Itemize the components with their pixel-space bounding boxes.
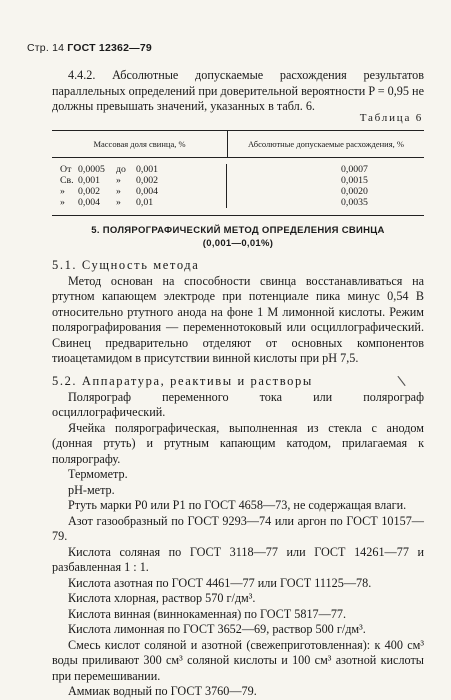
table-header: [52, 131, 424, 158]
list-item: Полярограф переменного тока или полярограф осциллографический.: [52, 389, 424, 419]
range-to: 0,004: [136, 186, 159, 197]
list-item: Смесь кислот соляной и азотной (свежеприготовленная): к 400 см³ воды приливают 300 см³ соляной кислоты и 100 см³ азотной кислоты при перемешивании.: [52, 637, 424, 683]
table-6-caption: Таблица 6: [359, 112, 423, 124]
clause-4-4-2: 4.4.2. Абсолютные допускаемые расхождения результатов параллельных определений при доверительной вероятности P = 0,95 не должны превышать значений, указанных в табл. 6.: [52, 68, 424, 113]
section-5-title: [52, 224, 424, 250]
table-row: [60, 175, 226, 186]
table-body: [52, 158, 424, 208]
list-item: Кислота винная (виннокаменная) по ГОСТ 5817—77.: [68, 606, 347, 621]
clause-5-2: [52, 374, 424, 700]
list-item: Кислота соляная по ГОСТ 3118—77 или ГОСТ 14261—77 и разбавленная 1 : 1.: [52, 544, 424, 574]
range-prefix: Св.: [60, 175, 74, 186]
range-joiner: »: [116, 175, 121, 186]
range-to: 0,001: [136, 164, 159, 175]
tolerance-value: 0,0020: [341, 186, 368, 197]
table-header-tolerance: Абсолютные допускаемые расхождения, %: [248, 139, 404, 149]
range-prefix: »: [60, 186, 65, 197]
table-header-mass-fraction: Массовая доля свинца, %: [52, 131, 228, 157]
section-subtitle: (0,001—0,01%): [202, 238, 274, 249]
range-joiner: »: [116, 197, 121, 208]
table-column-tolerance: [227, 164, 423, 208]
tolerance-value: 0,0015: [341, 175, 368, 186]
table-row: [60, 164, 226, 175]
range-to: 0,002: [136, 175, 159, 186]
list-item: Кислота хлорная, раствор 570 г/дм³.: [68, 591, 256, 605]
range-from: 0,002: [78, 186, 101, 197]
clause-5-1-heading: 5.1. Сущность метода: [52, 258, 200, 272]
clause-5-1: [52, 258, 424, 367]
table-row: [60, 197, 226, 208]
document-code: ГОСТ 12362—79: [67, 42, 152, 54]
page-header: [27, 42, 152, 54]
list-item: Термометр.: [68, 467, 128, 481]
clause-5-2-heading: 5.2. Аппаратура, реактивы и растворы: [52, 374, 313, 388]
table-row: [60, 186, 226, 197]
list-item: Ртуть марки Р0 или Р1 по ГОСТ 4658—73, не содержащая влаги.: [68, 498, 407, 512]
list-item: Кислота азотная по ГОСТ 4461—77 или ГОСТ 11125—78.: [68, 575, 372, 590]
list-item: Аммиак водный по ГОСТ 3760—79.: [68, 684, 257, 698]
range-from: 0,001: [78, 175, 101, 186]
list-item: pH-метр.: [68, 482, 115, 497]
section-title-text: 5. ПОЛЯРОГРАФИЧЕСКИЙ МЕТОД ОПРЕДЕЛЕНИЯ СВИНЦА: [91, 225, 385, 236]
list-item: Кислота лимонная по ГОСТ 3652—69, раствор 500 г/дм³.: [68, 622, 366, 636]
pen-mark: ∖: [394, 373, 409, 392]
page-label: Стр. 14: [27, 42, 65, 54]
tolerance-value: 0,0035: [341, 197, 368, 208]
range-joiner: до: [116, 164, 126, 175]
range-prefix: »: [60, 197, 65, 208]
range-from: 0,0005: [78, 164, 105, 175]
range-joiner: »: [116, 186, 121, 197]
table-column-mass-fraction: [52, 164, 227, 208]
tolerance-value: 0,0007: [341, 164, 368, 175]
list-item: Азот газообразный по ГОСТ 9293—74 или аргон по ГОСТ 10157—79.: [52, 513, 424, 543]
range-prefix: От: [60, 164, 72, 175]
list-item: Ячейка полярографическая, выполненная из стекла с анодом (донная ртуть) и ртутным капающим катодом, прилагаемая к полярографу.: [52, 420, 424, 466]
table-6: [52, 130, 424, 216]
range-to: 0,01: [136, 197, 154, 208]
clause-5-1-body: Метод основан на способности свинца восстанавливаться на ртутном капающем электроде при потенциале пика минус 0,54 В относительно ртутного анода на фоне 1 М лимонной кислоты. Режим полярографирования — переменнотоковый или осциллографический. Свинец предварительно отделяют от основных компонентов тиоацетамидом в присутствии винной кислоты при pH 7,5.: [52, 273, 424, 365]
range-from: 0,004: [78, 197, 101, 208]
